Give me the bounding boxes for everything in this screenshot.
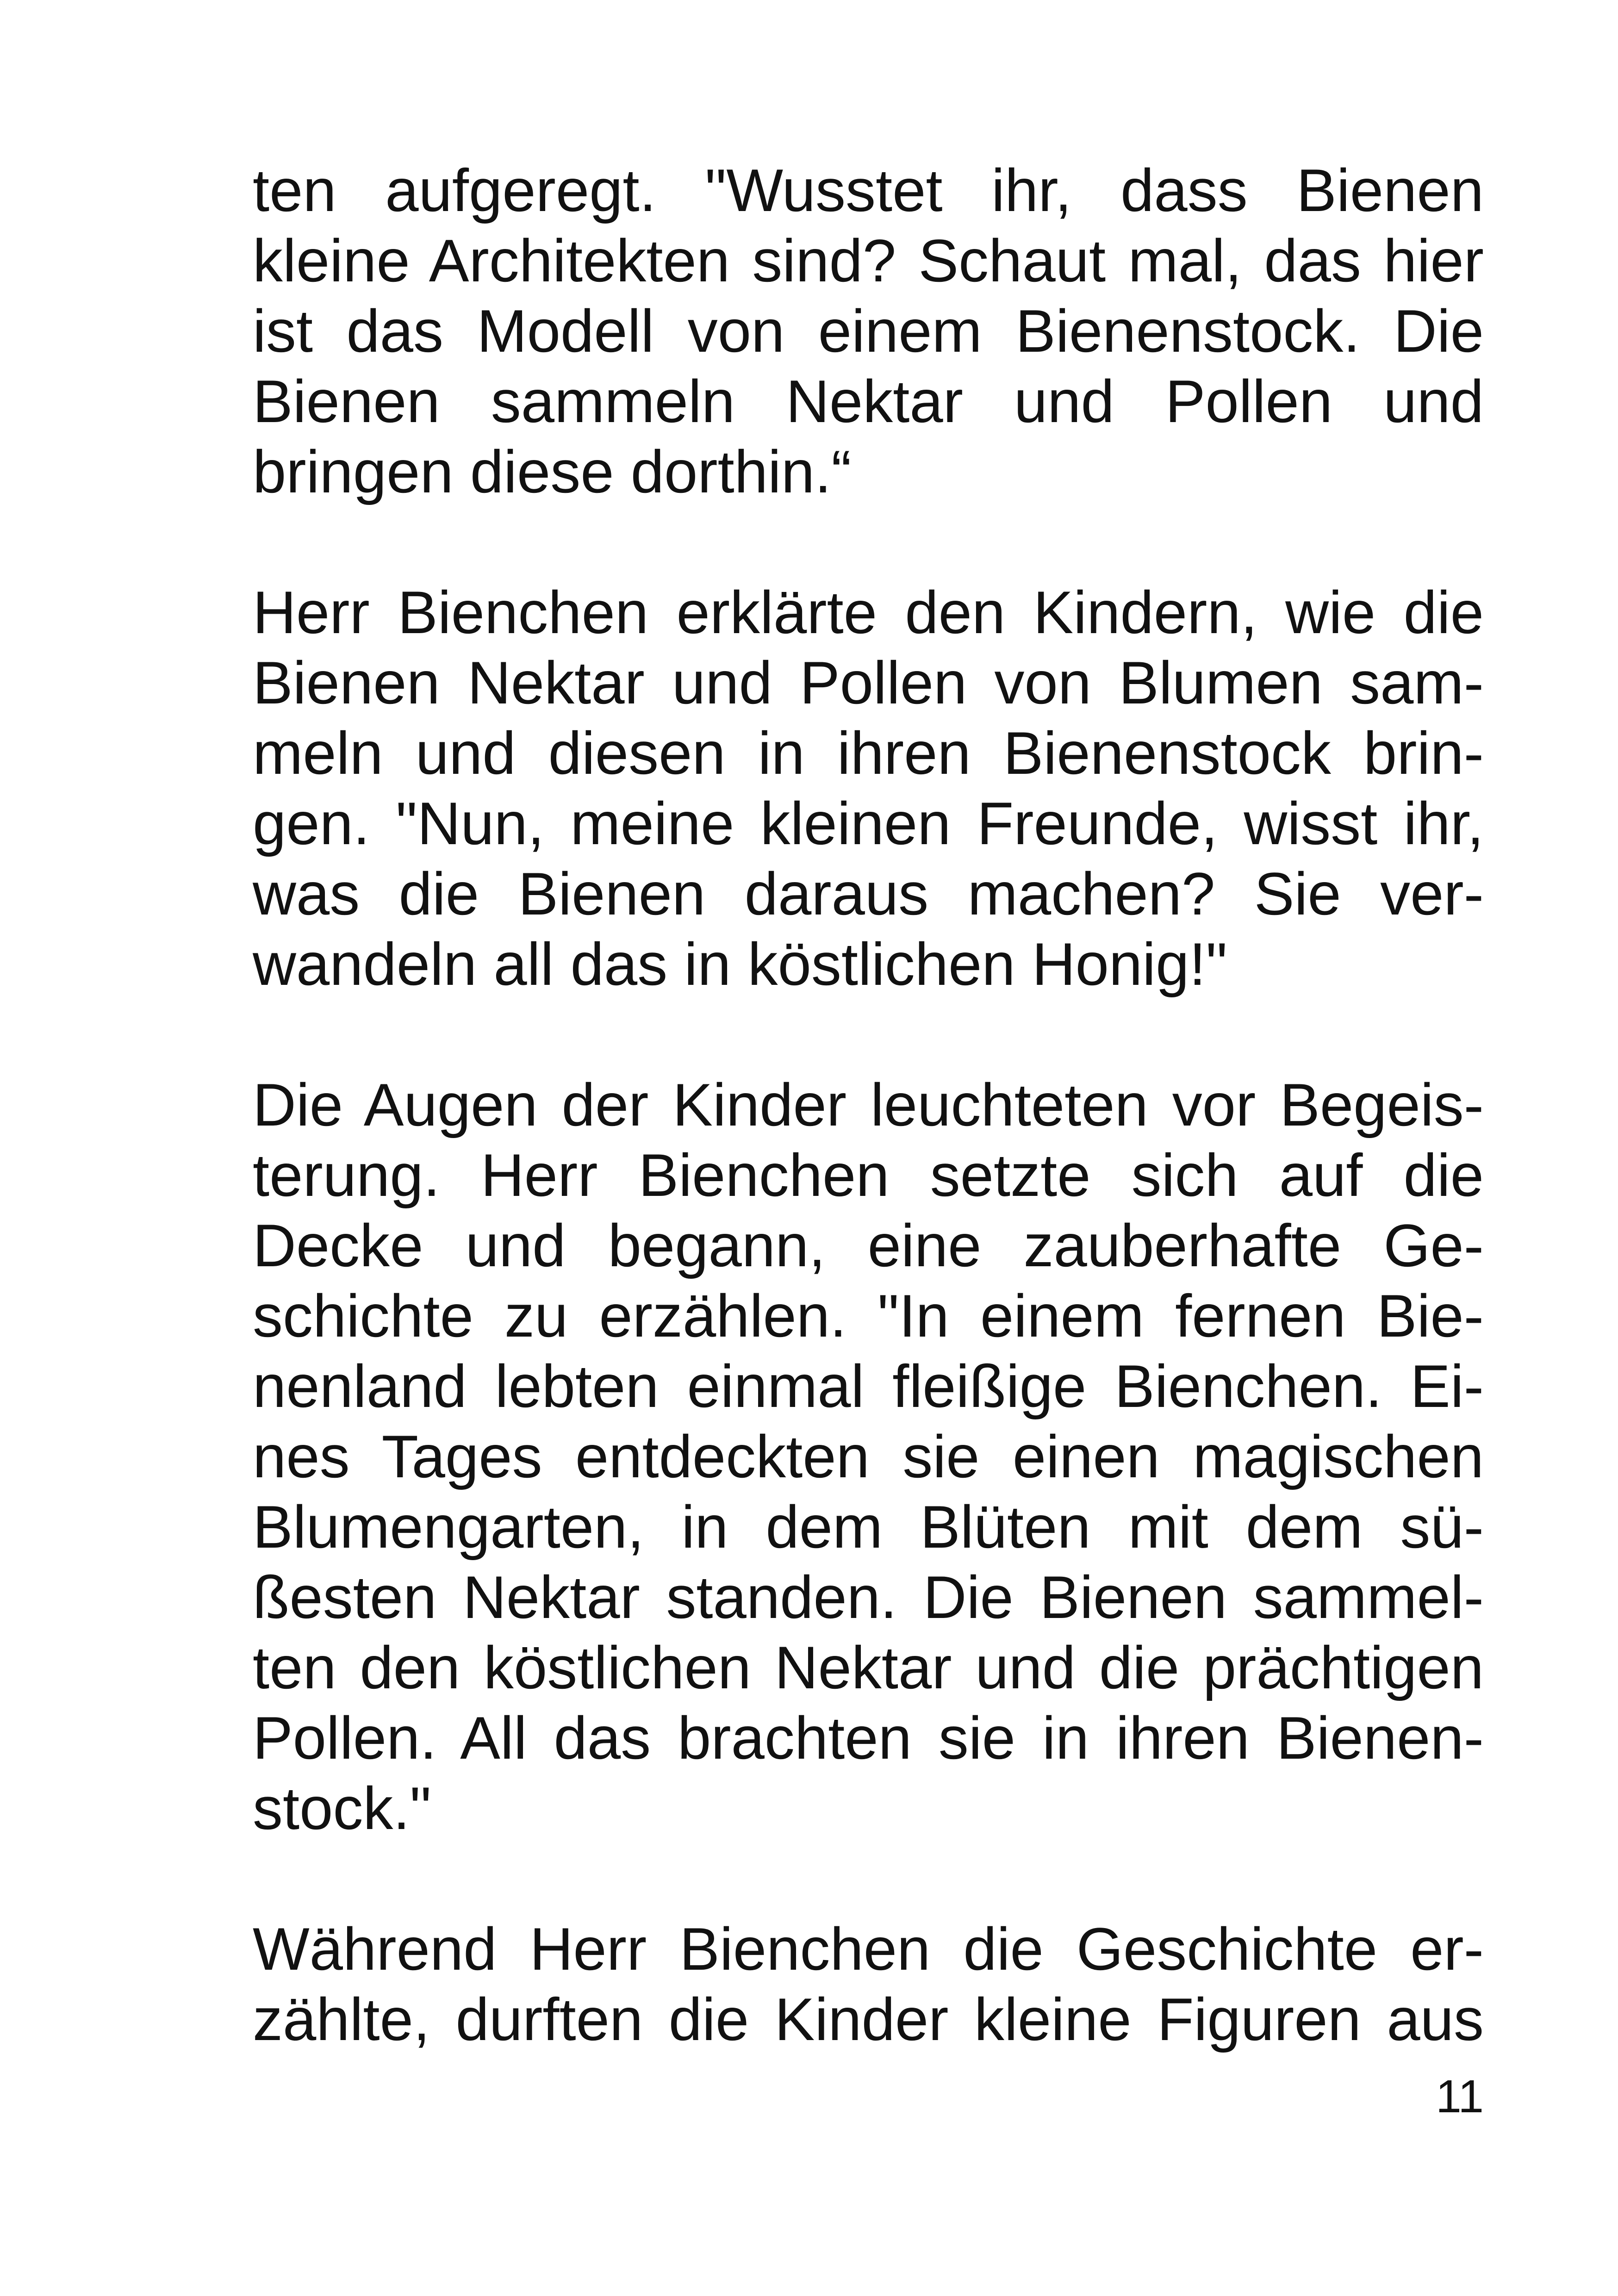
text-line: nes Tages entdeckten sie einen magischen <box>253 1423 1484 1490</box>
text-line: stock." <box>253 1774 431 1842</box>
text-line: wandeln all das in köstlichen Honig!" <box>253 930 1227 998</box>
paragraph-2 <box>253 577 1484 999</box>
paragraph-1 <box>253 155 1484 507</box>
text-line: terung. Herr Bienchen setzte sich auf die <box>253 1141 1484 1209</box>
text-line: was die Bienen daraus machen? Sie ver- <box>253 860 1484 927</box>
text-line: gen. "Nun, meine kleinen Freunde, wisst ihr, <box>253 790 1484 857</box>
text-line: Decke und begann, eine zauberhafte Ge- <box>253 1212 1484 1279</box>
text-line: ßesten Nektar standen. Die Bienen sammel- <box>253 1563 1484 1631</box>
text-line: bringen diese dorthin.“ <box>253 438 852 505</box>
text-line: ten den köstlichen Nektar und die prächtigen <box>253 1634 1484 1701</box>
body-text <box>253 155 1484 2054</box>
text-line: schichte zu erzählen. "In einem fernen Bie- <box>253 1282 1484 1350</box>
text-line: Bienen Nektar und Pollen von Blumen sam- <box>253 649 1484 716</box>
text-line: Die Augen der Kinder leuchteten vor Begeis- <box>253 1071 1484 1139</box>
text-line: ist das Modell von einem Bienenstock. Die <box>253 297 1484 365</box>
page-number: 11 <box>1436 2071 1484 2122</box>
text-line: zählte, durften die Kinder kleine Figuren aus <box>253 1985 1484 2053</box>
text-line: Während Herr Bienchen die Geschichte er- <box>253 1915 1484 1983</box>
text-line: Herr Bienchen erklärte den Kindern, wie die <box>253 579 1484 646</box>
text-line: nenland lebten einmal fleißige Bienchen. Ei- <box>253 1352 1484 1420</box>
text-line: ten aufgeregt. "Wusstet ihr, dass Bienen <box>253 156 1484 224</box>
text-line: meln und diesen in ihren Bienenstock brin- <box>253 719 1484 787</box>
paragraph-3 <box>253 1070 1484 1843</box>
text-line: kleine Architekten sind? Schaut mal, das hier <box>253 227 1484 294</box>
text-line: Pollen. All das brachten sie in ihren Bienen- <box>253 1704 1484 1772</box>
text-line: Bienen sammeln Nektar und Pollen und <box>253 367 1484 435</box>
paragraph-4 <box>253 1914 1484 2054</box>
text-line: Blumengarten, in dem Blüten mit dem sü- <box>253 1493 1484 1561</box>
